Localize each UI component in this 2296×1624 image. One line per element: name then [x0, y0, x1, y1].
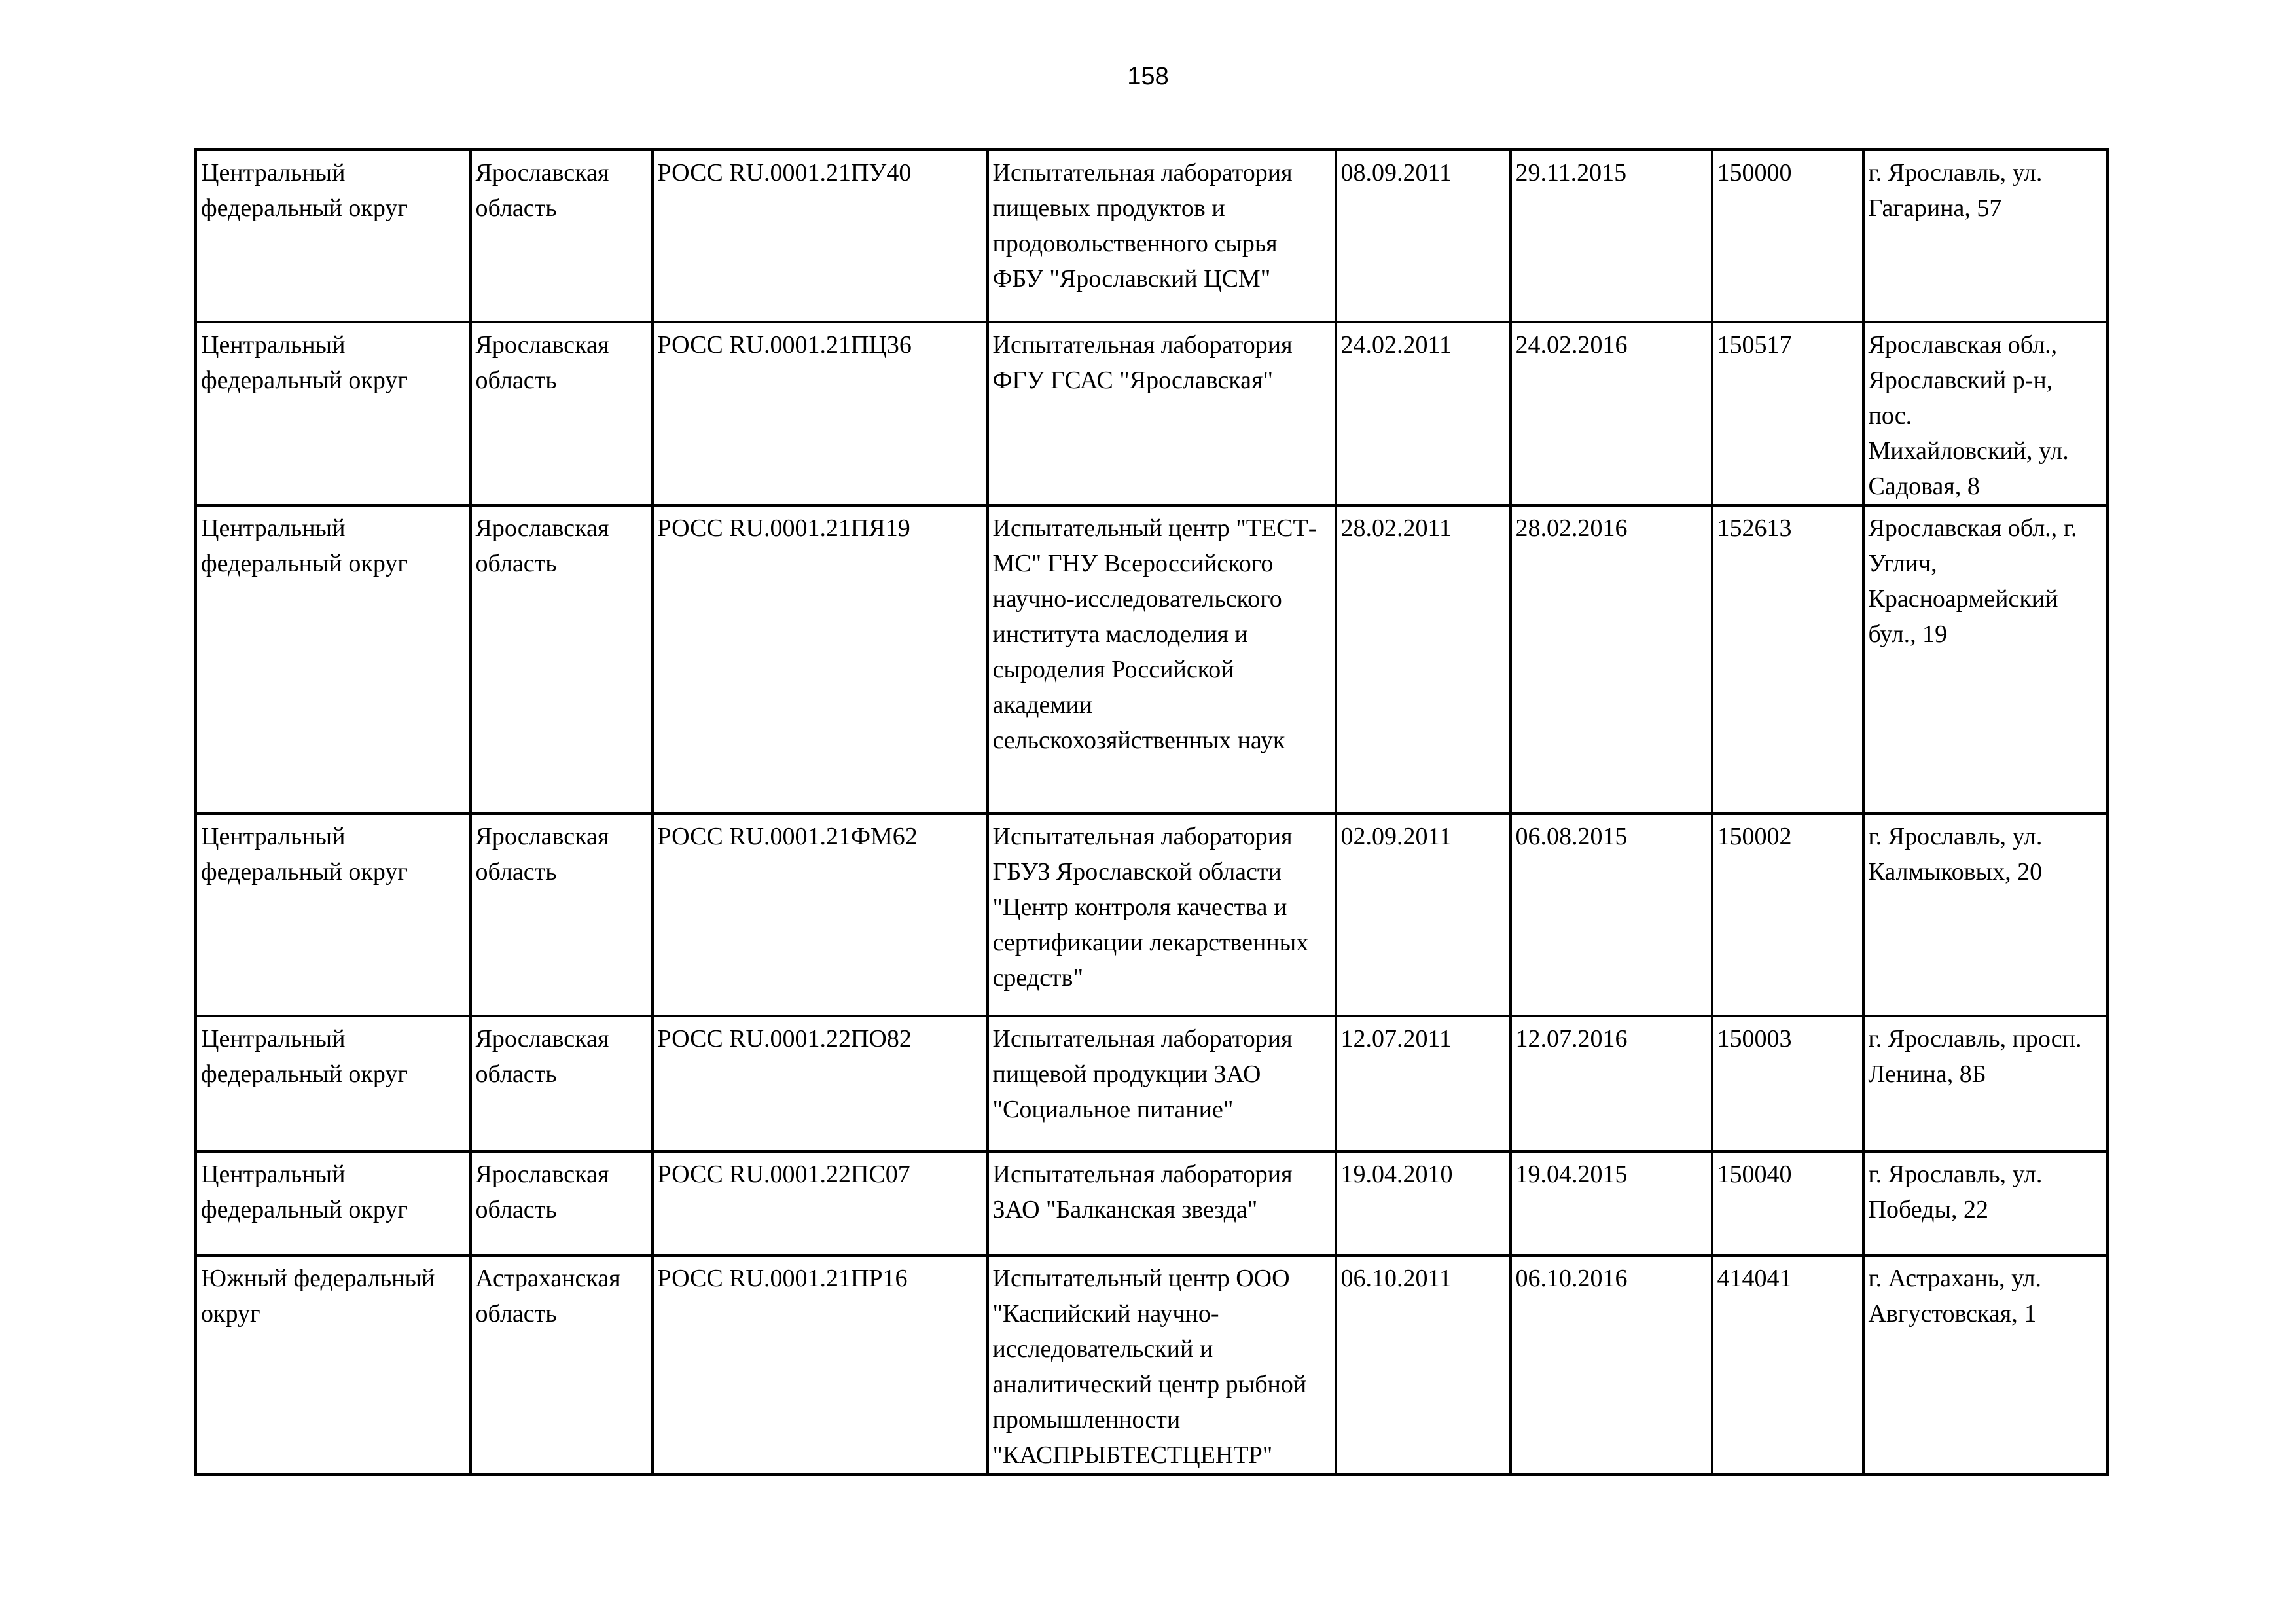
- table-row: [196, 322, 2108, 505]
- date-from-cell: 08.09.2011: [1336, 150, 1511, 323]
- date-from-cell: 28.02.2011: [1336, 505, 1511, 814]
- date-to-cell: 19.04.2015: [1511, 1151, 1712, 1255]
- region-cell: Ярославская область: [471, 322, 653, 505]
- postal-code-cell: 150517: [1712, 322, 1863, 505]
- certificate-code-cell: РОСС RU.0001.21ПЦ36: [653, 322, 988, 505]
- certificate-code-cell: РОСС RU.0001.21ФМ62: [653, 814, 988, 1016]
- district-cell: Центральный федеральный округ: [196, 1151, 471, 1255]
- address-cell: Ярославская обл., г. Углич, Красноармейский бул., 19: [1863, 505, 2108, 814]
- laboratory-name-cell: Испытательная лаборатория пищевых продуктов и продовольственного сырья ФБУ "Ярославский ЦСМ": [988, 150, 1336, 323]
- district-cell: Центральный федеральный округ: [196, 150, 471, 323]
- lab-registry-table: [194, 148, 2109, 1476]
- region-cell: Астраханская область: [471, 1255, 653, 1475]
- certificate-code-cell: РОСС RU.0001.22ПО82: [653, 1016, 988, 1151]
- date-from-cell: 19.04.2010: [1336, 1151, 1511, 1255]
- certificate-code-cell: РОСС RU.0001.21ПЯ19: [653, 505, 988, 814]
- date-to-cell: 29.11.2015: [1511, 150, 1712, 323]
- address-cell: г. Астрахань, ул. Августовская, 1: [1863, 1255, 2108, 1475]
- postal-code-cell: 414041: [1712, 1255, 1863, 1475]
- laboratory-name-cell: Испытательный центр ООО "Каспийский научно-исследовательский и аналитический центр рыбной промышленности "КАСПРЫБТЕСТЦЕНТР": [988, 1255, 1336, 1475]
- table-row: [196, 1151, 2108, 1255]
- laboratory-name-cell: Испытательная лаборатория пищевой продукции ЗАО "Социальное питание": [988, 1016, 1336, 1151]
- date-to-cell: 24.02.2016: [1511, 322, 1712, 505]
- postal-code-cell: 150040: [1712, 1151, 1863, 1255]
- region-cell: Ярославская область: [471, 1016, 653, 1151]
- certificate-code-cell: РОСС RU.0001.21ПУ40: [653, 150, 988, 323]
- address-cell: Ярославская обл., Ярославский р-н, пос. Михайловский, ул. Садовая, 8: [1863, 322, 2108, 505]
- table-row: [196, 150, 2108, 323]
- district-cell: Южный федеральный округ: [196, 1255, 471, 1475]
- certificate-code-cell: РОСС RU.0001.21ПР16: [653, 1255, 988, 1475]
- address-cell: г. Ярославль, ул. Победы, 22: [1863, 1151, 2108, 1255]
- date-to-cell: 12.07.2016: [1511, 1016, 1712, 1151]
- region-cell: Ярославская область: [471, 505, 653, 814]
- postal-code-cell: 150003: [1712, 1016, 1863, 1151]
- district-cell: Центральный федеральный округ: [196, 814, 471, 1016]
- postal-code-cell: 152613: [1712, 505, 1863, 814]
- date-to-cell: 06.08.2015: [1511, 814, 1712, 1016]
- address-cell: г. Ярославль, ул. Гагарина, 57: [1863, 150, 2108, 323]
- postal-code-cell: 150002: [1712, 814, 1863, 1016]
- date-to-cell: 28.02.2016: [1511, 505, 1712, 814]
- certificate-code-cell: РОСС RU.0001.22ПС07: [653, 1151, 988, 1255]
- address-cell: г. Ярославль, просп. Ленина, 8Б: [1863, 1016, 2108, 1151]
- district-cell: Центральный федеральный округ: [196, 1016, 471, 1151]
- postal-code-cell: 150000: [1712, 150, 1863, 323]
- laboratory-name-cell: Испытательная лаборатория ЗАО "Балканская звезда": [988, 1151, 1336, 1255]
- laboratory-name-cell: Испытательная лаборатория ГБУЗ Ярославской области "Центр контроля качества и сертификации лекарственных средств": [988, 814, 1336, 1016]
- region-cell: Ярославская область: [471, 814, 653, 1016]
- region-cell: Ярославская область: [471, 1151, 653, 1255]
- page-number: 158: [1127, 63, 1169, 90]
- table-row: [196, 814, 2108, 1016]
- address-cell: г. Ярославль, ул. Калмыковых, 20: [1863, 814, 2108, 1016]
- table-row: [196, 1255, 2108, 1475]
- district-cell: Центральный федеральный округ: [196, 322, 471, 505]
- table-row: [196, 1016, 2108, 1151]
- laboratory-name-cell: Испытательный центр "ТЕСТ-МС" ГНУ Всероссийского научно-исследовательского института маслоделия и сыроделия Российской академии сельскохозяйственных наук: [988, 505, 1336, 814]
- date-from-cell: 12.07.2011: [1336, 1016, 1511, 1151]
- district-cell: Центральный федеральный округ: [196, 505, 471, 814]
- date-from-cell: 02.09.2011: [1336, 814, 1511, 1016]
- region-cell: Ярославская область: [471, 150, 653, 323]
- table-row: [196, 505, 2108, 814]
- date-from-cell: 24.02.2011: [1336, 322, 1511, 505]
- date-from-cell: 06.10.2011: [1336, 1255, 1511, 1475]
- laboratory-name-cell: Испытательная лаборатория ФГУ ГСАС "Ярославская": [988, 322, 1336, 505]
- date-to-cell: 06.10.2016: [1511, 1255, 1712, 1475]
